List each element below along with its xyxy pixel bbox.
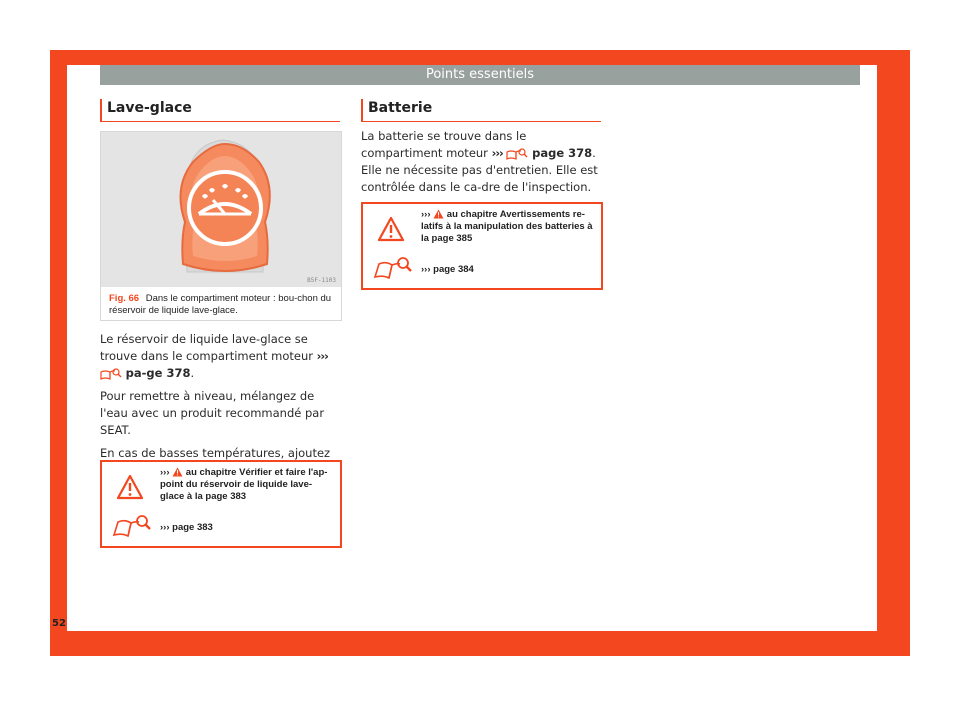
header-bar	[100, 65, 860, 85]
paragraph-antifreeze: En cas de basses températures, ajoutez	[100, 446, 331, 460]
figure-label: Fig. 66	[109, 293, 140, 304]
warning-icon	[377, 216, 405, 242]
book-search-icon[interactable]	[506, 147, 528, 161]
book-reference[interactable]	[421, 264, 597, 276]
warning-icon	[433, 209, 444, 219]
page-link-378[interactable]: pa-ge 378	[125, 366, 191, 380]
book-reference[interactable]	[160, 522, 336, 534]
paragraph-battery-text: La batterie se trouve dans le compartiment moteur	[361, 129, 527, 160]
warning-text: au chapitre Vérifier et faire l'ap-point du réservoir de liquide lave-glace à la page 383	[160, 467, 328, 502]
book-arrow: ›››	[421, 264, 431, 275]
book-search-icon	[373, 256, 413, 280]
paragraph-location	[100, 331, 340, 382]
note-box-lave-glace	[100, 460, 342, 548]
page-number: 52	[52, 618, 66, 629]
figure-caption-text: Dans le compartiment moteur : bou-chon du réservoir de liquide lave-glace.	[109, 293, 332, 316]
reservoir-cap-illustration	[101, 132, 341, 287]
page-link-378[interactable]: page 378	[532, 146, 593, 160]
book-text: page 383	[172, 522, 213, 533]
warning-reference[interactable]	[160, 467, 336, 503]
figure-code: B5F-1103	[307, 277, 336, 284]
paragraph-location-text: Le réservoir de liquide lave-glace se trouve dans le compartiment moteur	[100, 332, 313, 363]
paragraph-battery	[361, 128, 601, 196]
cross-ref-arrow: ›››	[316, 349, 328, 363]
header-title: Points essentiels	[425, 67, 535, 82]
section-title-lave-glace: Lave-glace	[100, 99, 340, 122]
warning-reference[interactable]	[421, 209, 597, 245]
section-title-batterie: Batterie	[361, 99, 601, 122]
figure-66	[100, 131, 342, 321]
book-search-icon[interactable]	[100, 367, 122, 381]
warning-arrow: ›››	[421, 209, 431, 220]
book-arrow: ›››	[160, 522, 170, 533]
book-text: page 384	[433, 264, 474, 275]
book-search-icon	[112, 514, 152, 538]
warning-icon	[172, 467, 183, 477]
warning-icon	[116, 474, 144, 500]
paragraph-battery-end: . Elle ne nécessite pas d'entretien. Elle est contrôlée dans le ca-dre de l'inspection.	[361, 146, 598, 194]
cross-ref-arrow: ›››	[491, 146, 503, 160]
warning-text: au chapitre Avertissements re-latifs à la manipulation des batteries à la page 385	[421, 209, 593, 244]
paragraph-refill: Pour remettre à niveau, mélangez de l'eau avec un produit recommandé par SEAT.	[100, 389, 325, 437]
figure-caption	[109, 293, 337, 317]
warning-arrow: ›››	[160, 467, 170, 478]
left-column	[100, 99, 340, 122]
right-column	[361, 99, 601, 122]
right-body	[361, 128, 601, 202]
note-box-batterie	[361, 202, 603, 290]
reservoir-cap-image	[101, 132, 341, 287]
paragraph-location-end: .	[190, 366, 195, 380]
